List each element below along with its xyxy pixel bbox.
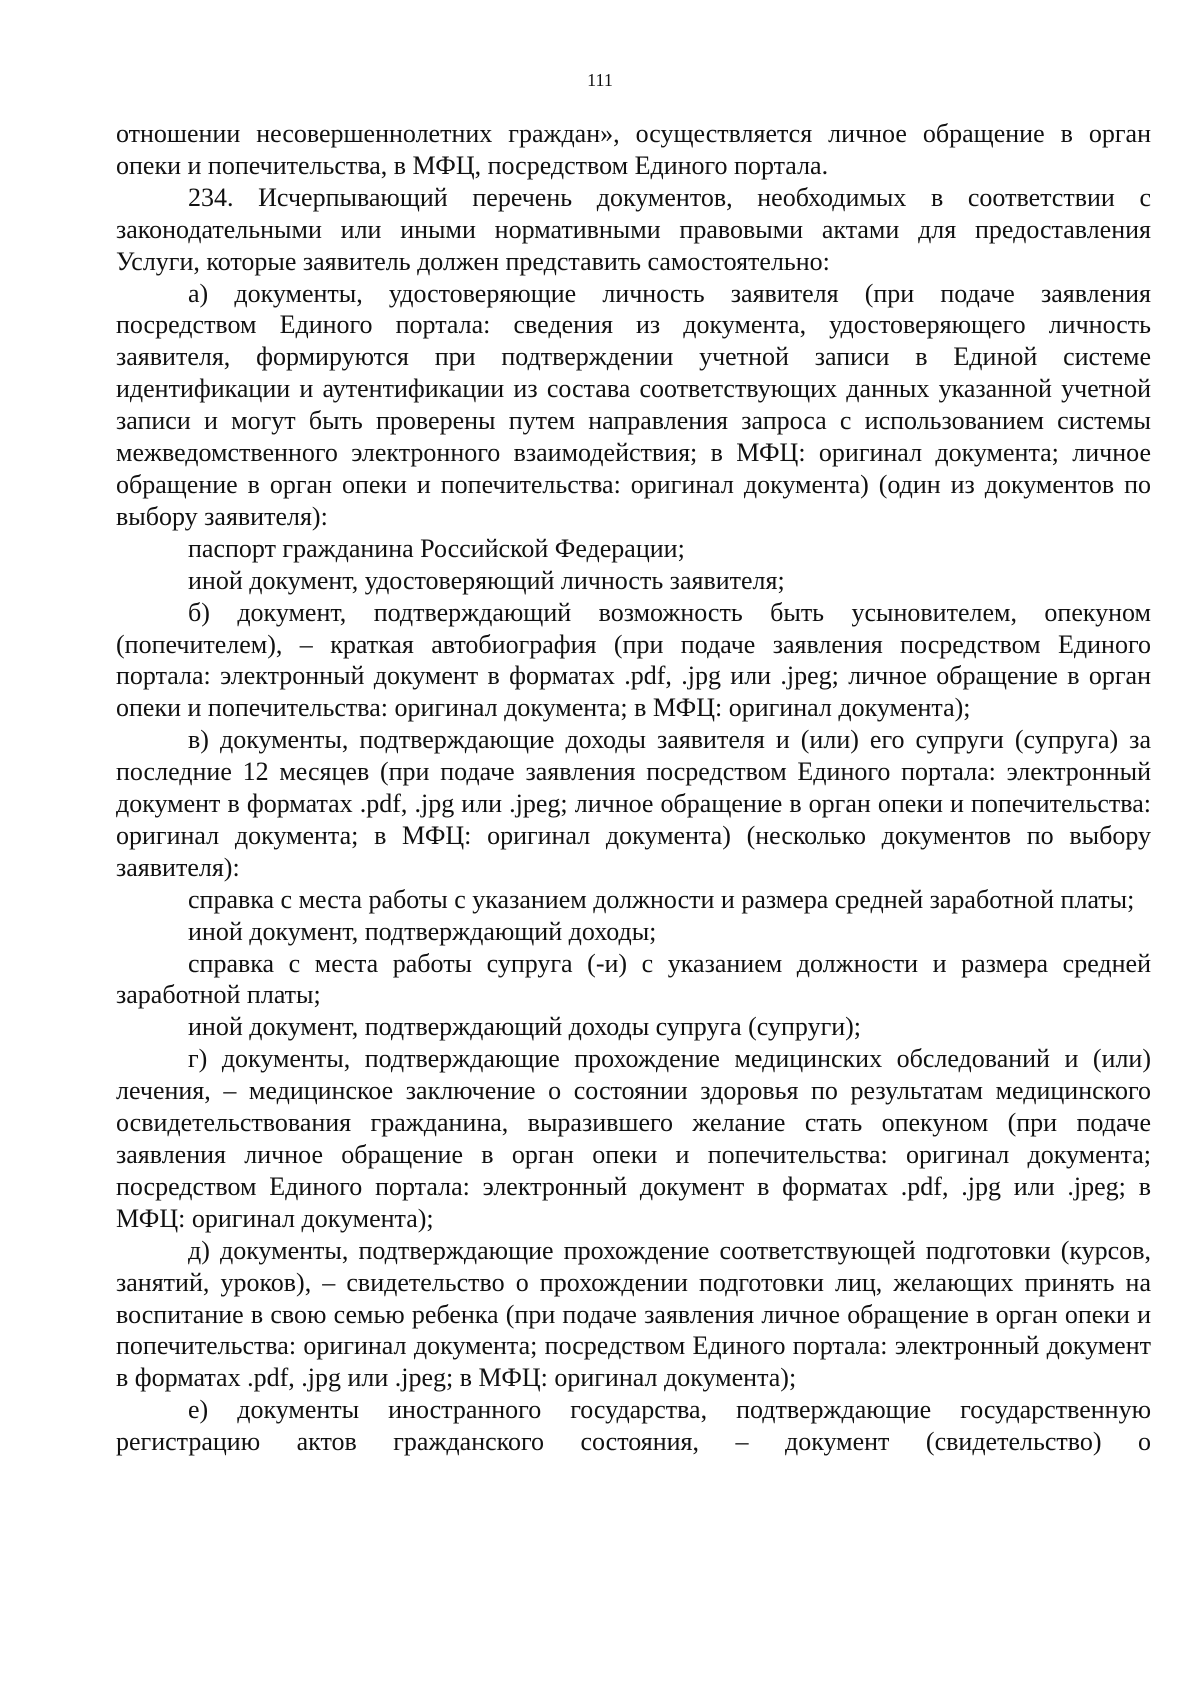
paragraph: е) документы иностранного государства, подтверждающие государственную регистрацию актов гражданского состояния, – документ (свидетельство) о [116,1395,1151,1457]
page-number: 111 [587,70,613,90]
paragraph: справка с места работы с указанием должности и размера средней заработной платы; [188,884,1135,914]
paragraph: иной документ, подтверждающий доходы супруга (супруги); [188,1012,862,1042]
paragraph: д) документы, подтверждающие прохождение соответствующей подготовки (курсов, занятий, уроков), – свидетельство о прохождении подготовки лиц, желающих принять на воспитание в свою семью ребенка (при подаче заявления личное обращение в орган опеки и попечительства: оригинал документа; посредством Единого портала: электронный документ в форматах .pdf, .jpg или .jpeg; в МФЦ: оригинал документа); [116,1235,1151,1393]
paragraph: г) документы, подтверждающие прохождение медицинских обследований и (или) лечения, – медицинское заключение о состоянии здоровья по результатам медицинского освидетельствования гражданина, выразившего желание стать опекуном (при подаче заявления личное обращение в орган опеки и попечительства: оригинал документа; посредством Единого портала: электронный документ в форматах .pdf, .jpg или .jpeg; в МФЦ: оригинал документа); [116,1044,1151,1233]
document-body [116,118,1151,1458]
paragraph: а) документы, удостоверяющие личность заявителя (при подаче заявления посредством Единого портала: сведения из документа, удостоверяющего личность заявителя, формируются при подтверждении учетной записи в Единой системе идентификации и аутентификации из состава соответствующих данных указанной учетной записи и могут быть проверены путем направления запроса с использованием системы межведомственного электронного взаимодействия; в МФЦ: оригинал документа; личное обращение в орган опеки и попечительства: оригинал документа) (один из документов по выбору заявителя): [116,278,1151,531]
paragraph: б) документ, подтверждающий возможность быть усыновителем, опекуном (попечителем), – краткая автобиография (при подаче заявления посредством Единого портала: электронный документ в форматах .pdf, .jpg или .jpeg; личное обращение в орган опеки и попечительства: оригинал документа; в МФЦ: оригинал документа); [116,597,1151,723]
paragraph: иной документ, подтверждающий доходы; [188,916,657,946]
paragraph: в) документы, подтверждающие доходы заявителя и (или) его супруги (супруга) за последние 12 месяцев (при подаче заявления посредством Единого портала: электронный документ в форматах .pdf, .jpg или .jpeg; личное обращение в орган опеки и попечительства: оригинал документа; в МФЦ: оригинал документа) (несколько документов по выбору заявителя): [116,725,1151,882]
paragraph: 234. Исчерпывающий перечень документов, необходимых в соответствии с законодательными или иными нормативными правовыми актами для предоставления Услуги, которые заявитель должен представить самостоятельно: [116,182,1151,276]
paragraph: справка с места работы супруга (-и) с указанием должности и размера средней заработной платы; [116,948,1151,1010]
paragraph: иной документ, удостоверяющий личность заявителя; [188,565,785,595]
paragraph: отношении несовершеннолетних граждан», осуществляется личное обращение в орган опеки и попечительства, в МФЦ, посредством Единого портала. [116,119,1151,180]
paragraph: паспорт гражданина Российской Федерации; [188,533,685,563]
